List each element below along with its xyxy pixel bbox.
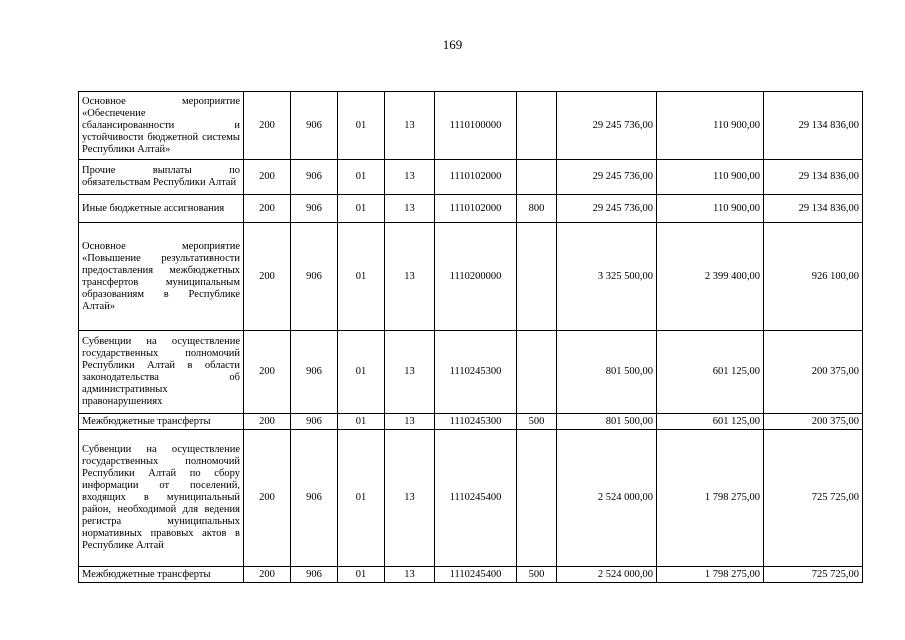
cell-target-article: 1110102000 — [435, 160, 517, 195]
cell-sum-3: 29 134 836,00 — [764, 195, 863, 223]
cell-subsection: 13 — [385, 92, 435, 160]
row-name: Прочие выплаты по обязательствам Республики Алтай — [79, 160, 244, 195]
cell-sum-3: 29 134 836,00 — [764, 160, 863, 195]
cell-subsection: 13 — [385, 567, 435, 583]
cell-code-1: 200 — [244, 92, 291, 160]
cell-sum-2: 2 399 400,00 — [657, 223, 764, 331]
cell-sum-2: 110 900,00 — [657, 195, 764, 223]
cell-sum-1: 29 245 736,00 — [557, 195, 657, 223]
cell-code-2: 906 — [291, 414, 338, 430]
cell-code-1: 200 — [244, 195, 291, 223]
cell-target-article: 1110200000 — [435, 223, 517, 331]
cell-subsection: 13 — [385, 331, 435, 414]
cell-code-2: 906 — [291, 331, 338, 414]
cell-expense-type: 500 — [517, 567, 557, 583]
cell-sum-2: 110 900,00 — [657, 92, 764, 160]
row-name: Межбюджетные трансферты — [79, 414, 244, 430]
cell-section: 01 — [338, 430, 385, 567]
cell-sum-3: 926 100,00 — [764, 223, 863, 331]
cell-code-1: 200 — [244, 223, 291, 331]
cell-code-1: 200 — [244, 430, 291, 567]
table-row — [79, 223, 863, 331]
cell-code-2: 906 — [291, 223, 338, 331]
cell-target-article: 1110102000 — [435, 195, 517, 223]
cell-section: 01 — [338, 195, 385, 223]
row-name: Межбюджетные трансферты — [79, 567, 244, 583]
cell-section: 01 — [338, 567, 385, 583]
cell-code-2: 906 — [291, 160, 338, 195]
cell-sum-2: 1 798 275,00 — [657, 430, 764, 567]
cell-subsection: 13 — [385, 223, 435, 331]
cell-sum-3: 725 725,00 — [764, 430, 863, 567]
budget-table — [78, 91, 863, 583]
cell-target-article: 1110100000 — [435, 92, 517, 160]
row-name: Субвенции на осуществление государственных полномочий Республики Алтай по сбору информации от поселений, входящих в муниципальный район, необходимой для ведения регистра муниципальных нормативных правовых актов в Республике Алтай — [79, 430, 244, 567]
table-row — [79, 430, 863, 567]
cell-expense-type: 500 — [517, 414, 557, 430]
cell-section: 01 — [338, 414, 385, 430]
cell-target-article: 1110245300 — [435, 331, 517, 414]
cell-sum-1: 29 245 736,00 — [557, 160, 657, 195]
table-row — [79, 195, 863, 223]
cell-sum-3: 200 375,00 — [764, 414, 863, 430]
cell-sum-1: 2 524 000,00 — [557, 430, 657, 567]
cell-code-1: 200 — [244, 331, 291, 414]
cell-code-1: 200 — [244, 160, 291, 195]
table-row — [79, 331, 863, 414]
cell-expense-type — [517, 223, 557, 331]
cell-code-2: 906 — [291, 567, 338, 583]
cell-code-1: 200 — [244, 414, 291, 430]
cell-expense-type — [517, 92, 557, 160]
cell-target-article: 1110245400 — [435, 430, 517, 567]
cell-expense-type — [517, 430, 557, 567]
cell-sum-1: 801 500,00 — [557, 414, 657, 430]
cell-target-article: 1110245300 — [435, 414, 517, 430]
cell-expense-type: 800 — [517, 195, 557, 223]
cell-section: 01 — [338, 223, 385, 331]
cell-sum-2: 601 125,00 — [657, 414, 764, 430]
cell-sum-3: 29 134 836,00 — [764, 92, 863, 160]
row-name: Основное мероприятие «Повышение результативности предоставления межбюджетных трансфертов муниципальным образованиям в Республике Алтай» — [79, 223, 244, 331]
row-name: Основное мероприятие «Обеспечение сбалансированности и устойчивости бюджетной системы Республики Алтай» — [79, 92, 244, 160]
cell-sum-2: 1 798 275,00 — [657, 567, 764, 583]
cell-sum-1: 29 245 736,00 — [557, 92, 657, 160]
table-row — [79, 160, 863, 195]
cell-expense-type — [517, 331, 557, 414]
cell-subsection: 13 — [385, 195, 435, 223]
cell-sum-1: 2 524 000,00 — [557, 567, 657, 583]
row-name: Субвенции на осуществление государственных полномочий Республики Алтай в области законодательства об административных правонарушениях — [79, 331, 244, 414]
table-row — [79, 414, 863, 430]
cell-subsection: 13 — [385, 430, 435, 567]
cell-sum-1: 3 325 500,00 — [557, 223, 657, 331]
cell-code-2: 906 — [291, 430, 338, 567]
table-row — [79, 92, 863, 160]
cell-code-1: 200 — [244, 567, 291, 583]
table-row — [79, 567, 863, 583]
cell-section: 01 — [338, 331, 385, 414]
cell-subsection: 13 — [385, 414, 435, 430]
cell-sum-1: 801 500,00 — [557, 331, 657, 414]
cell-expense-type — [517, 160, 557, 195]
row-name: Иные бюджетные ассигнования — [79, 195, 244, 223]
page-number: 169 — [442, 37, 463, 52]
cell-sum-3: 200 375,00 — [764, 331, 863, 414]
cell-subsection: 13 — [385, 160, 435, 195]
cell-sum-2: 601 125,00 — [657, 331, 764, 414]
cell-target-article: 1110245400 — [435, 567, 517, 583]
cell-code-2: 906 — [291, 92, 338, 160]
cell-sum-2: 110 900,00 — [657, 160, 764, 195]
cell-section: 01 — [338, 92, 385, 160]
cell-section: 01 — [338, 160, 385, 195]
cell-code-2: 906 — [291, 195, 338, 223]
cell-sum-3: 725 725,00 — [764, 567, 863, 583]
